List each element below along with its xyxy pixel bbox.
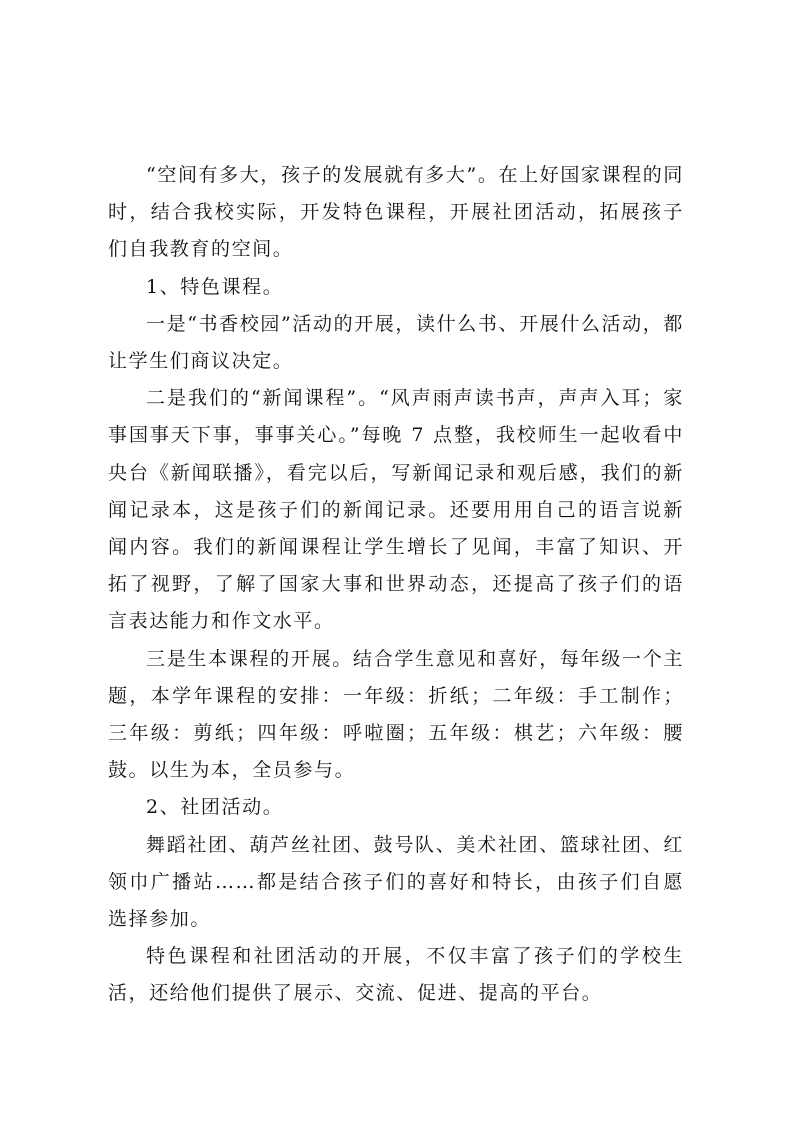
heading-club-activities: 2、社团活动。 (146, 796, 284, 819)
document-body (108, 157, 684, 1013)
paragraph-news-course: 二是我们的“新闻课程”。“风声雨声读书声，声声入耳；家事国事天下事，事事关心。”每晚 7 点整，我校师生一起收看中央台《新闻联播》，看完以后，写新闻记录和观后感，我们的新闻记录本，这是孩子们的新闻记录。还要用用自己的语言说新闻内容。我们的新闻课程让学生增长了见闻，丰富了知识、开拓了视野，了解了国家大事和世界动态，还提高了孩子们的语言表达能力和作文水平。 (108, 387, 684, 633)
paragraph-conclusion: 特色课程和社团活动的开展，不仅丰富了孩子们的学校生活，还给他们提供了展示、交流、促进、提高的平台。 (108, 945, 684, 1005)
heading-special-courses: 1、特色课程。 (146, 275, 284, 298)
paragraph-student-course: 三是生本课程的开展。结合学生意见和喜好，每年级一个主题，本学年课程的安排：一年级：折纸；二年级：手工制作；三年级：剪纸；四年级：呼啦圈；五年级：棋艺；六年级：腰鼓。以生为本，全员参与。 (108, 647, 684, 782)
paragraph-clubs: 舞蹈社团、葫芦丝社团、鼓号队、美术社团、篮球社团、红领巾广播站……都是结合孩子们的喜好和特长，由孩子们自愿选择参加。 (108, 833, 684, 931)
paragraph-intro: “空间有多大，孩子的发展就有多大”。在上好国家课程的同时，结合我校实际，开发特色课程，开展社团活动，拓展孩子们自我教育的空间。 (108, 164, 684, 261)
paragraph-reading-campus: 一是“书香校园”活动的开展，读什么书、开展什么活动，都让学生们商议决定。 (108, 312, 684, 373)
